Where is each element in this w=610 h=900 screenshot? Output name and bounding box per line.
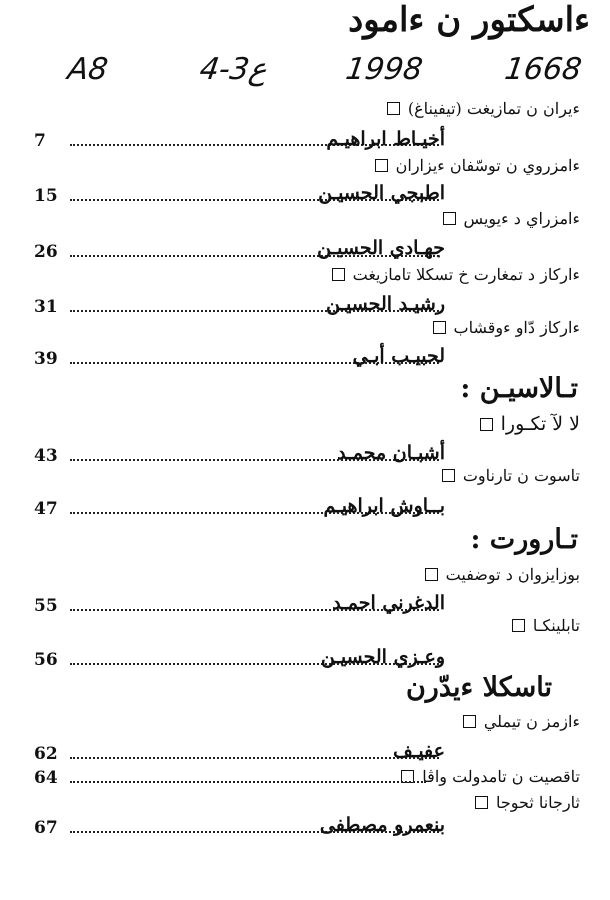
page-number: 67 (34, 818, 58, 838)
entry-author: اطبجي الحسيـن (318, 182, 445, 204)
entry-author: بنعمرو مصطفى (319, 814, 445, 836)
entry-title-row (463, 712, 580, 731)
entry-author: رشيـد الحسيـن (325, 293, 445, 315)
page-number: 26 (34, 242, 58, 262)
entry-author: بــاوش ابراهيـم (323, 495, 445, 517)
page-number: 55 (34, 596, 58, 616)
entry-title-row (425, 565, 580, 584)
entry-author: وعـزي الحسيـن (320, 646, 445, 668)
handwritten-note-1: A8 (65, 52, 111, 87)
section-heading: تـالاسيـن : (460, 373, 578, 404)
handwritten-note-2: 4-3ع (197, 52, 270, 87)
entry-author: جهـادي الحسيـن (317, 237, 445, 259)
checkbox-icon (463, 715, 476, 728)
checkbox-icon (332, 268, 345, 281)
entry-title: ءامزراي د ءيويس (463, 209, 580, 228)
entry-author: لحبيـب أبـي (352, 345, 445, 367)
entry-author: أخيـاط ابراهيـم (326, 128, 445, 150)
entry-title: ءامزروي ن توسّفان ءيزاران (395, 156, 580, 175)
entry-title-row (443, 209, 580, 228)
dot-leader (70, 781, 426, 783)
section-heading: تـارورت : (470, 524, 578, 555)
entry-title-row (480, 413, 580, 435)
checkbox-icon (512, 619, 525, 632)
page-number: 62 (34, 744, 58, 764)
handwritten-note-4: 1668 (502, 52, 584, 87)
entry-title: تابلينكـا (532, 616, 580, 635)
author-row (34, 766, 432, 788)
page-number: 39 (34, 349, 58, 369)
handwritten-note-3: 1998 (343, 52, 425, 87)
checkbox-icon (475, 796, 488, 809)
page-number: 31 (34, 297, 58, 317)
entry-title-row (442, 466, 580, 485)
entry-author: عفيـف (393, 740, 445, 762)
entry-title: ءيران ن تمازيغت (تيفيناغ) (407, 99, 580, 118)
page-number: 56 (34, 650, 58, 670)
checkbox-icon (433, 321, 446, 334)
author-row (34, 742, 445, 764)
checkbox-icon (480, 418, 493, 431)
checkbox-icon (375, 159, 388, 172)
entry-title: بوزايزوان د توضفيت (445, 565, 580, 584)
entry-title-row (387, 99, 580, 118)
page-title: ءاسكتور ن ءامود (348, 0, 590, 40)
entry-title-row (475, 793, 580, 812)
entry-author: الدغرني احمـد (332, 592, 445, 614)
checkbox-icon (442, 469, 455, 482)
page-number: 47 (34, 499, 58, 519)
entry-title: لا لآ تكـورا (500, 413, 580, 435)
checkbox-icon (425, 568, 438, 581)
dot-leader (70, 757, 439, 759)
page-number: 15 (34, 186, 58, 206)
page-number: 43 (34, 446, 58, 466)
entry-author: أشبـان محمـد (337, 442, 445, 464)
checkbox-icon (443, 212, 456, 225)
entry-title: تاسوت ن تارناوت (462, 466, 580, 485)
checkbox-icon (387, 102, 400, 115)
entry-title: تاقصيت ن تامدولت واڤا (422, 767, 580, 786)
entry-title: ءاركاز دّاو ءوقشاب (453, 318, 580, 337)
entry-title-row (512, 616, 580, 635)
entry-title-row (375, 156, 580, 175)
entry-title: ثارجانا ثحوجا (495, 793, 580, 812)
page-number: 64 (34, 768, 58, 788)
page-number: 7 (34, 131, 46, 151)
entry-title-row (332, 265, 580, 284)
entry-title-row (433, 318, 581, 337)
entry-title: ءازمز ن تيملي (483, 712, 580, 731)
section-heading: تاسكلا ءيدّرن (405, 672, 552, 703)
entry-title: ءاركاز د تمغارت خ تسكلا تامازيغت (352, 265, 580, 284)
